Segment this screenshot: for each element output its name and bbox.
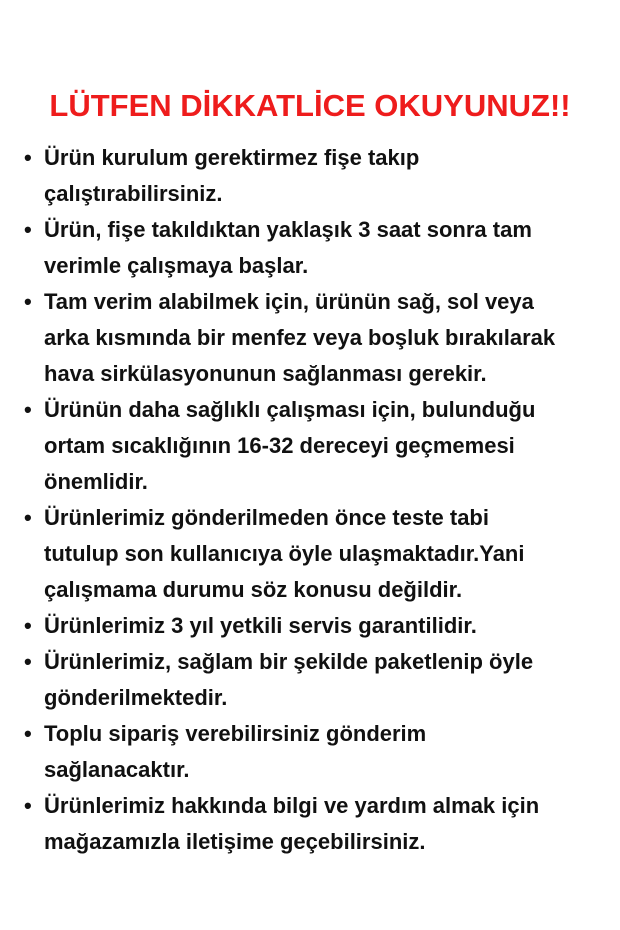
bullet-icon: • (24, 721, 32, 746)
bullet-icon: • (24, 397, 32, 422)
list-item (24, 716, 604, 788)
list-item (24, 788, 604, 860)
list-item-text: Ürünlerimiz, sağlam bir şekilde paketlenip öyle gönderilmektedir. (44, 649, 534, 710)
notice-list (24, 140, 604, 860)
list-item-text: Toplu sipariş verebilirsiniz gönderim sağlanacaktır. (44, 721, 427, 782)
list-item-text: Tam verim alabilmek için, ürünün sağ, sol veya arka kısmında bir menfez veya boşluk bırakılarak hava sirkülasyonunun sağlanması gerekir. (44, 289, 556, 386)
list-item (24, 140, 604, 212)
list-item-text: Ürünün daha sağlıklı çalışması için, bulunduğu ortam sıcaklığının 16-32 dereceyi geçmemesi önemlidir. (44, 397, 536, 494)
list-item (24, 644, 604, 716)
bullet-icon: • (24, 793, 32, 818)
bullet-icon: • (24, 217, 32, 242)
list-item-text: Ürün kurulum gerektirmez fişe takıp çalıştırabilirsiniz. (44, 145, 420, 206)
notice-title: LÜTFEN DİKKATLİCE OKUYUNUZ!! (49, 88, 571, 123)
list-item (24, 392, 604, 500)
list-item-text: Ürünlerimiz 3 yıl yetkili servis garantilidir. (44, 613, 477, 638)
bullet-icon: • (24, 289, 32, 314)
bullet-icon: • (24, 145, 32, 170)
bullet-icon: • (24, 613, 32, 638)
list-item (24, 500, 604, 608)
list-item-text: Ürünlerimiz hakkında bilgi ve yardım almak için mağazamızla iletişime geçebilirsiniz. (44, 793, 540, 854)
list-item-text: Ürün, fişe takıldıktan yaklaşık 3 saat sonra tam verimle çalışmaya başlar. (44, 217, 532, 278)
bullet-icon: • (24, 505, 32, 530)
list-item (24, 608, 604, 644)
list-item-text: Ürünlerimiz gönderilmeden önce teste tabi tutulup son kullanıcıya öyle ulaşmaktadır.Yani çalışmama durumu söz konusu değildir. (44, 505, 525, 602)
bullet-icon: • (24, 649, 32, 674)
list-item (24, 284, 604, 392)
list-item (24, 212, 604, 284)
